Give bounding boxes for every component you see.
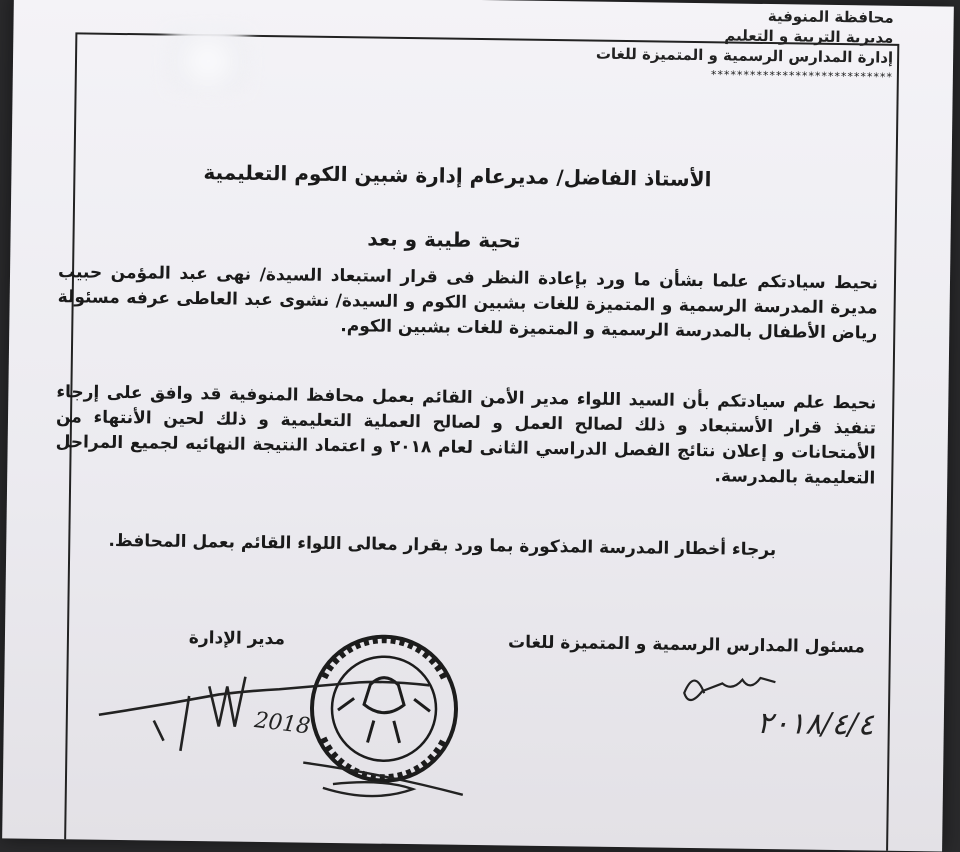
handwritten-date: ٢٠١٨/٤/٤ <box>756 705 875 743</box>
addressee-line: الأستاذ الفاضل/ مديرعام إدارة شبين الكوم التعليمية <box>203 160 712 192</box>
right-signature <box>684 677 775 701</box>
document-paper <box>2 0 954 852</box>
governorate-name: محافظة المنوفية <box>767 7 894 27</box>
signature-title-right: مسئول المدارس الرسمية و المتميزة للغات <box>507 632 866 658</box>
signature-title-left: مدير الإدارة <box>188 627 286 650</box>
directorate-name: مديرية التربية و التعليم <box>724 26 894 47</box>
header-separator: **************************** <box>710 68 893 84</box>
paragraph-3: برجاء أخطار المدرسة المذكورة بما ورد بقرار معالى اللواء القائم بعمل المحافظ. <box>108 530 777 561</box>
paragraph-1: نحيط سيادتكم علما بشأن ما ورد بإعادة النظر فى قرار استبعاد السيدة/ نهى عبد المؤمن حبيب مديرة المدرسة الرسمية و المتميزة للغات بشبين الكوم و السيدة/ نشوى عبد العاطى عرفه مسئولة رياض الأطفال بالمدرسة الرسمية و المتميزة للغات بشبين الكوم. <box>57 262 879 344</box>
left-signature-date: 2018 <box>253 708 312 740</box>
greeting-line: تحية طيبة و بعد <box>367 226 521 253</box>
paragraph-2: نحيط علم سيادتكم بأن السيد اللواء مدير الأمن القائم بعمل محافظ المنوفية قد وافق على إرجاء تنفيذ قرار الأستبعاد و ذلك لصالح العمل و لصالح العملية التعليمية و ذلك لحين الأنتهاء من الأمتحانات و إعلان نتائج الفصل الدراسي الثانى لعام ٢٠١٨ و اعتماد النتيجة النهائيه لجميع المراحل التعليمية بالمدرسة. <box>55 382 877 489</box>
signatures-and-stamp <box>2 0 954 852</box>
department-name: إدارة المدارس الرسمية و المتميزة للغات <box>595 44 894 67</box>
official-stamp <box>311 636 457 782</box>
